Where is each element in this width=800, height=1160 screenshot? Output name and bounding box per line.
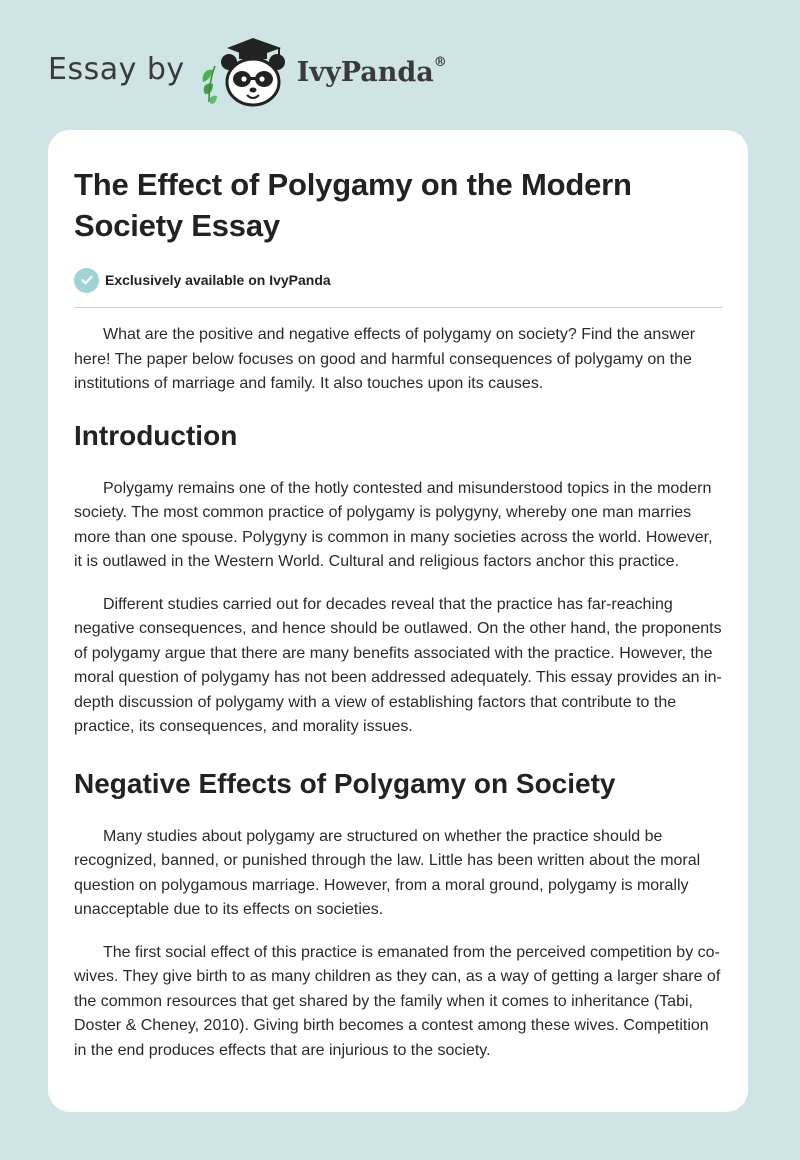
section-heading-introduction: Introduction [74,419,238,451]
exclusive-badge-label: Exclusively available on IvyPanda [105,272,331,288]
registered-mark: ® [433,54,447,70]
ivypanda-logo-icon[interactable] [199,36,289,108]
essay-by-label: Essay by [48,51,185,87]
paragraph: The first social effect of this practice is emanated from the perceived competition by co-wives. They give birth to as many children as they can, as a way of getting a larger share of the common resources that get shared by the family when it comes to inheritance (Tabi, Doster & Cheney, 2010). Giving birth becomes a contest among these wives. Competition in the end produces effects that are injurious to the society. [74,943,721,1059]
intro-paragraph: What are the positive and negative effects of polygamy on society? Find the answer here! The paper below focuses on good and harmful consequences of polygamy on the institutions of marriage and family. It also touches upon its causes. [74,326,696,392]
site-header [48,36,447,108]
paragraph: Polygamy remains one of the hotly contested and misunderstood topics in the modern society. The most common practice of polygamy is polygyny, whereby one man marries more than one spouse. Polygyny is common in many societies across the world. However, it is outlawed in the Western World. Cultural and religious factors anchor this practice. [74,479,713,570]
brand-name: IvyPanda® [296,54,447,88]
page-title: The Effect of Polygamy on the Modern Society Essay [74,167,632,243]
divider [74,307,722,308]
section-heading-negative-effects: Negative Effects of Polygamy on Society [74,767,616,799]
paragraph: Many studies about polygamy are structured on whether the practice should be recognized, banned, or punished through the law. Little has been written about the moral question on polygamous marriage. However, from a moral ground, polygamy is morally unacceptable due to its effects on societies. [74,827,701,918]
paragraph: Different studies carried out for decades reveal that the practice has far-reaching negative consequences, and hence should be outlawed. On the other hand, the proponents of polygamy argue that there are many benefits associated with the practice. However, the moral question of polygamy has not been addressed adequately. This essay provides an in-depth discussion of polygamy with a view of establishing factors that contribute to the practice, its consequences, and morality issues. [74,595,722,735]
exclusive-badge [74,266,722,294]
essay-card [48,130,748,1112]
check-circle-icon [74,268,99,293]
ivy-leaf-icon [202,66,216,104]
